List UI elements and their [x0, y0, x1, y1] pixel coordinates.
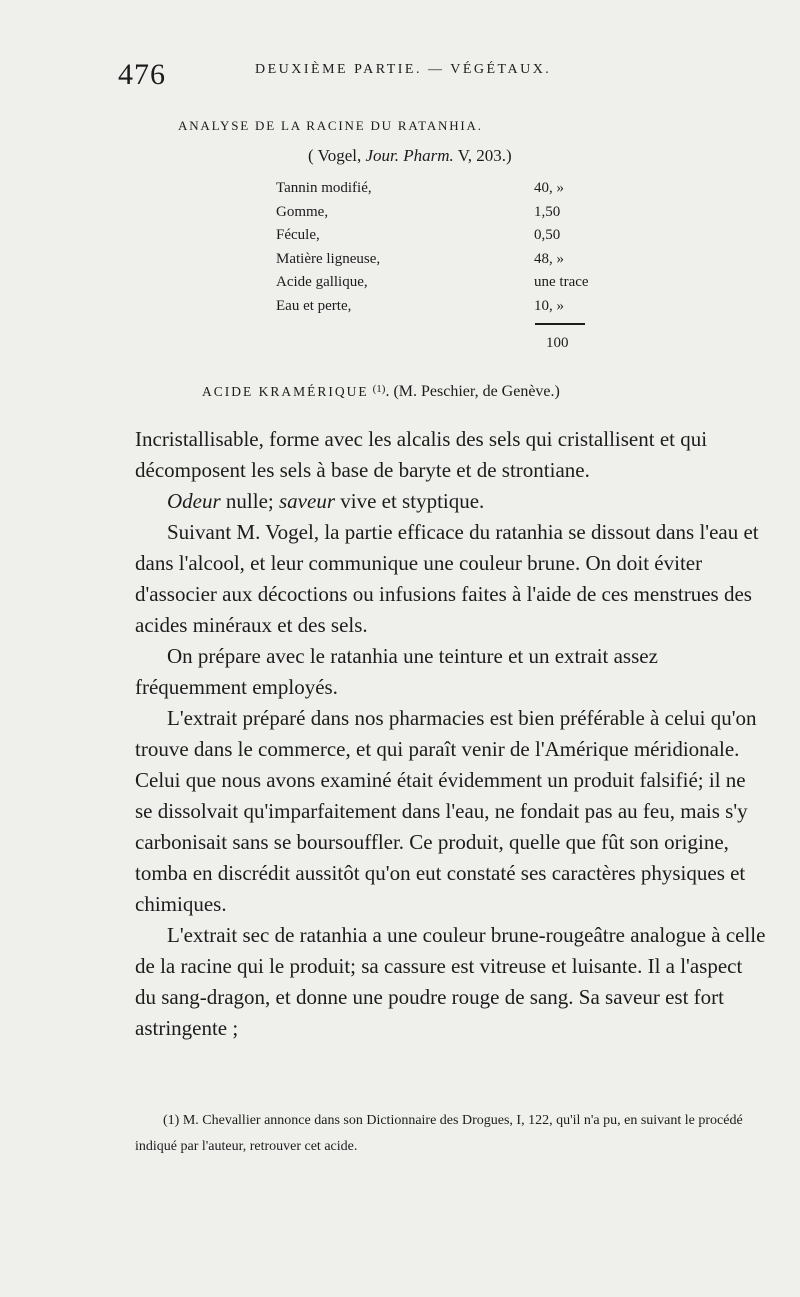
footnote-ref: (1) — [372, 383, 386, 395]
component-value: 48, » — [534, 250, 564, 267]
table-row — [276, 298, 616, 322]
table-row — [276, 227, 616, 251]
source-close: V, 203.) — [453, 146, 512, 165]
paragraph: On prépare avec le ratanhia une teinture et un extrait assez fréquemment employés. — [135, 644, 658, 699]
paragraph-text: nulle; — [220, 489, 279, 513]
total-rule — [535, 323, 585, 325]
section-heading — [202, 383, 560, 401]
component-name: Eau et perte, — [276, 297, 352, 314]
odeur-term: Odeur — [167, 489, 221, 513]
paragraph: L'extrait préparé dans nos pharmacies est bien préférable à celui qu'on trouve dans le commerce, et qui paraît venir de l'Amérique méridionale. Celui que nous avons examiné était évidemment un produit falsifié; il ne se dissolvait qu'imparfaitement dans l'eau, ne fondait pas au feu, mais s'y carbonisait sans se boursouffler. Ce produit, quelle que fût son origine, tomba en discrédit aussitôt qu'on eut constaté ses caractères physiques et chimiques. — [135, 706, 757, 916]
section-attribution: . (M. Peschier, de Genève.) — [385, 383, 560, 400]
paragraph: Suivant M. Vogel, la partie efficace du ratanhia se dissout dans l'eau et dans l'alcool, et leur communique une couleur brune. On doit éviter d'associer aux décoctions ou infusions faites à l'aide de ces menstrues des acides minéraux et des sels. — [135, 520, 759, 637]
component-name: Fécule, — [276, 227, 320, 243]
paragraph: L'extrait sec de ratanhia a une couleur brune-rougeâtre analogue à celle de la racine qui le produit; sa cassure est vitreuse et luisante. Il a l'aspect du sang-dragon, et donne une poudre rouge de sang. Sa saveur est fort astringente ; — [135, 923, 766, 1040]
paragraph-text: vive et styptique. — [335, 489, 485, 513]
table-row — [276, 180, 616, 204]
component-value: 1,50 — [534, 203, 561, 220]
component-name: Matière ligneuse, — [276, 250, 381, 267]
source-open: ( Vogel, — [308, 146, 366, 165]
paragraph — [135, 486, 767, 517]
section-title: ACIDE KRAMÉRIQUE — [202, 384, 369, 399]
component-name: Acide gallique, — [276, 274, 368, 290]
source-journal: Jour. Pharm. — [365, 146, 454, 165]
analysis-table-title: ANALYSE DE LA RACINE DU RATANHIA. — [178, 118, 483, 133]
analysis-source — [308, 146, 512, 166]
body-text — [135, 424, 767, 1044]
footnote-text: (1) M. Chevallier annonce dans son Dictionnaire des Drogues, I, 122, qu'il n'a pu, en suivant le procédé indiqué par l'auteur, retrouver cet acide. — [135, 1113, 743, 1154]
table-row — [276, 274, 616, 298]
page-number: 476 — [118, 58, 166, 91]
paragraph: Incristallisable, forme avec les alcalis des sels qui cristallisent et qui décomposent les sels à base de baryte et de strontiane. — [135, 427, 708, 482]
analysis-total: 100 — [546, 335, 569, 351]
running-head: DEUXIÈME PARTIE. — VÉGÉTAUX. — [255, 62, 552, 77]
table-row — [276, 204, 616, 228]
component-name: Gomme, — [276, 203, 329, 220]
component-value: 40, » — [534, 180, 564, 196]
component-value: une trace — [534, 274, 589, 290]
analysis-table — [276, 180, 616, 321]
saveur-term: saveur — [279, 489, 335, 513]
component-value: 10, » — [534, 297, 564, 314]
component-value: 0,50 — [534, 227, 561, 243]
footnote — [135, 1108, 767, 1160]
component-name: Tannin modifié, — [276, 180, 372, 196]
table-row — [276, 251, 616, 275]
